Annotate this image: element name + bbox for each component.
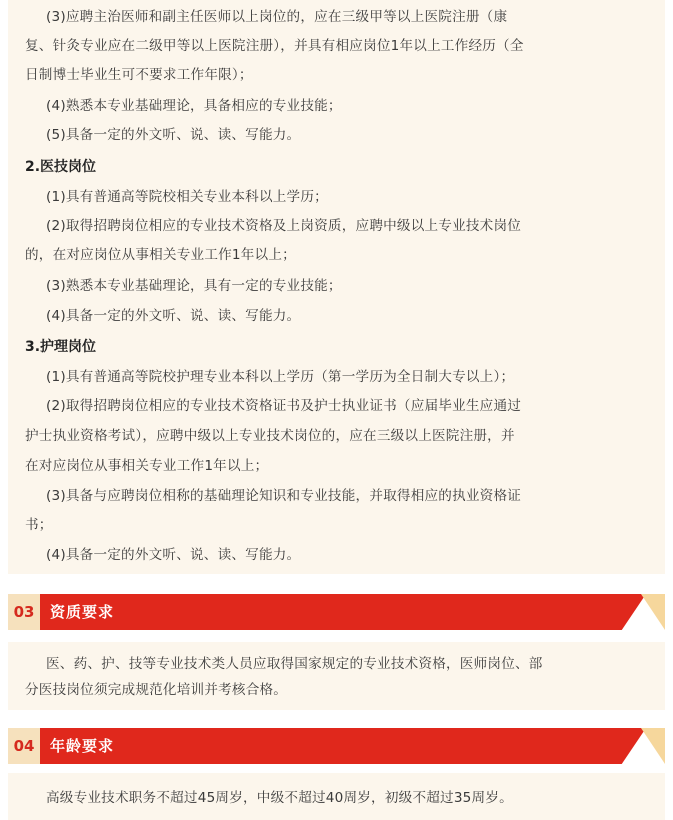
medtech-req-2-line1: (2)取得招聘岗位相应的专业技术资格及上岗资质，应聘中级以上专业技术岗位: [46, 218, 522, 234]
section-number: 03: [8, 594, 40, 630]
requirements-card: [8, 0, 665, 574]
medtech-req-3: (3)熟悉本专业基础理论，具有一定的专业技能；: [46, 278, 342, 294]
medtech-heading: 2.医技岗位: [25, 159, 97, 175]
qualification-card: [8, 642, 665, 710]
qualification-line2: 分医技岗位须完成规范化培训并考核合格。: [25, 682, 288, 698]
nursing-req-2-line1: (2)取得招聘岗位相应的专业技术资格证书及护士执业证书（应届毕业生应通过: [46, 398, 522, 414]
section-number: 04: [8, 728, 40, 764]
banner-bar: [40, 594, 646, 630]
doctor-req-5: (5)具备一定的外文听、说、读、写能力。: [46, 127, 301, 143]
section-title: 年龄要求: [50, 737, 115, 755]
nursing-req-3-line1: (3)具备与应聘岗位相称的基础理论知识和专业技能，并取得相应的执业资格证: [46, 488, 522, 504]
medtech-req-2-line2: 的，在对应岗位从事相关专业工作1年以上；: [25, 247, 296, 263]
section-banner-qualification: [8, 594, 665, 630]
qualification-line1: 医、药、护、技等专业技术类人员应取得国家规定的专业技术资格，医师岗位、部: [46, 656, 543, 672]
doctor-req-4: (4)熟悉本专业基础理论，具备相应的专业技能；: [46, 98, 342, 114]
doctor-req-3-line2: 复、针灸专业应在二级甲等以上医院注册），并具有相应岗位1年以上工作经历（全: [25, 38, 524, 54]
age-card: [8, 773, 665, 820]
nursing-req-2-line2: 护士执业资格考试），应聘中级以上专业技术岗位的，应在三级以上医院注册，并: [25, 428, 515, 444]
medtech-req-1: (1)具有普通高等院校相关专业本科以上学历；: [46, 189, 328, 205]
nursing-req-4: (4)具备一定的外文听、说、读、写能力。: [46, 547, 301, 563]
banner-bar: [40, 728, 646, 764]
nursing-req-2-line3: 在对应岗位从事相关专业工作1年以上；: [25, 458, 269, 474]
section-banner-age: [8, 728, 665, 764]
nursing-req-3-line2: 书；: [25, 517, 53, 533]
banner-corner-decoration: [637, 594, 665, 630]
section-title: 资质要求: [50, 603, 115, 621]
banner-corner-decoration: [637, 728, 665, 764]
doctor-req-3-line1: (3)应聘主治医师和副主任医师以上岗位的，应在三级甲等以上医院注册（康: [46, 9, 508, 25]
nursing-req-1: (1)具有普通高等院校护理专业本科以上学历（第一学历为全日制大专以上）；: [46, 369, 515, 385]
nursing-heading: 3.护理岗位: [25, 339, 97, 355]
age-line: 高级专业技术职务不超过45周岁，中级不超过40周岁，初级不超过35周岁。: [46, 790, 513, 806]
doctor-req-3-line3: 日制博士毕业生可不要求工作年限）；: [25, 67, 253, 83]
medtech-req-4: (4)具备一定的外文听、说、读、写能力。: [46, 308, 301, 324]
